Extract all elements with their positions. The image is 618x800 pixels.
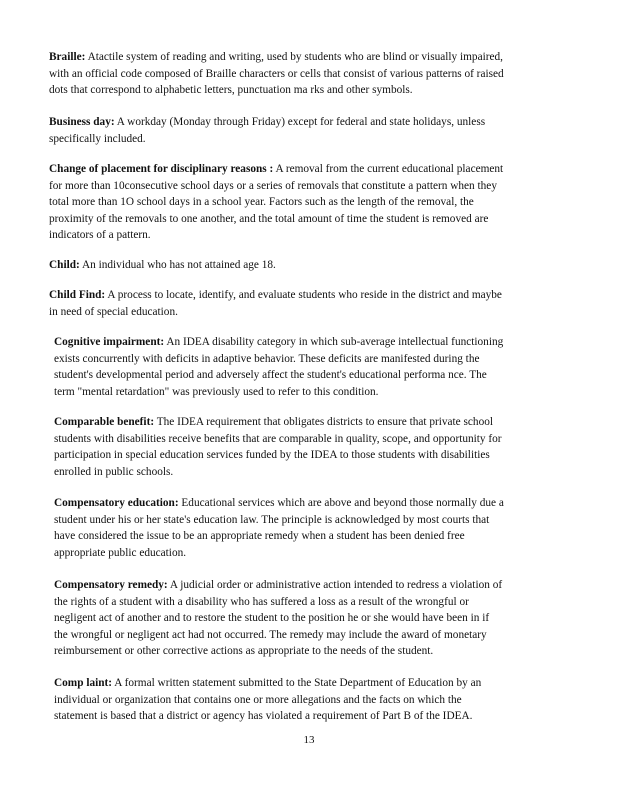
glossary-entry-complaint — [54, 675, 481, 725]
entry-term: Child: — [49, 259, 80, 271]
entry-text: term "mental retardation" was previously used to refer to this condition. — [54, 385, 379, 398]
entry-text: appropriate public education. — [54, 546, 187, 559]
entry-text: negligent act of another and to restore the student to the position he or she would have been in if — [54, 612, 490, 625]
entry-text: indicators of a pattern. — [49, 229, 151, 242]
entry-text: reimbursement or other corrective actions as appropriate to the needs of the student. — [54, 645, 434, 658]
entry-term: Cognitive impairment: — [54, 336, 165, 348]
entry-text: specifically included. — [49, 132, 146, 145]
entry-text: the rights of a student with a disability who has suffered a loss as a result of the wrongful or — [54, 595, 469, 608]
entry-text: total more than 1O school days in a school year. Factors such as the length of the removal, the — [49, 196, 474, 209]
entry-term: Business day: — [49, 116, 115, 128]
entry-text: A process to locate, identify, and evaluate students who reside in the district and maybe — [105, 289, 502, 301]
entry-term: Child Find: — [49, 289, 106, 301]
entry-text: A workday (Monday through Friday) except for federal and state holidays, unless — [114, 116, 486, 128]
entry-text: students with disabilities receive benefits that are comparable in quality, scope, and opportunity for — [54, 432, 502, 445]
entry-text: A removal from the current educational placement — [273, 163, 504, 175]
glossary-entry-braille — [49, 49, 504, 99]
entry-text: in need of special education. — [49, 305, 178, 318]
glossary-entry-child — [49, 257, 276, 274]
entry-term: Comparable benefit: — [54, 416, 155, 428]
glossary-entry-cognitive-impairment — [54, 334, 503, 400]
entry-text: An individual who has not attained age 18. — [79, 259, 276, 271]
entry-term: Braille: — [49, 51, 86, 63]
entry-term: Compensatory remedy: — [54, 579, 168, 591]
entry-text: dots that correspond to alphabetic letters, punctuation ma rks and other symbols. — [49, 84, 413, 97]
entry-term: Compensatory education: — [54, 497, 179, 509]
entry-text: The IDEA requirement that obligates districts to ensure that private school — [154, 416, 494, 428]
entry-text: student's developmental period and adversely affect the student's educational performa nce. The — [54, 369, 487, 382]
glossary-entry-compensatory-education — [54, 495, 504, 561]
entry-text: Atactile system of reading and writing, used by students who are blind or visually impaired, — [85, 51, 503, 63]
entry-term: Comp laint: — [54, 677, 113, 689]
entry-text: A formal written statement submitted to the State Department of Education by an — [112, 677, 482, 689]
entry-text: An IDEA disability category in which sub-average intellectual functioning — [164, 336, 504, 348]
entry-text: for more than 10consecutive school days or a series of removals that constitute a pattern when they — [49, 179, 497, 192]
entry-text: enrolled in public schools. — [54, 465, 174, 478]
glossary-entry-business-day — [49, 114, 485, 147]
entry-text: A judicial order or administrative action intended to redress a violation of — [167, 579, 503, 591]
glossary-entry-child-find — [49, 287, 502, 320]
glossary-entry-change-of-placement — [49, 161, 503, 244]
glossary-entry-compensatory-remedy — [54, 577, 502, 660]
glossary-entry-comparable-benefit — [54, 414, 502, 480]
entry-text: have considered the issue to be an appropriate remedy when a student has been denied free — [54, 530, 465, 543]
entry-text: proximity of the removals to one another, and the total amount of time the student is removed are — [49, 212, 489, 225]
entry-text: Educational services which are above and beyond those normally due a — [178, 497, 504, 509]
entry-text: the wrongful or negligent act had not occurred. The remedy may include the award of monetary — [54, 628, 487, 641]
entry-text: with an official code composed of Braille characters or cells that consist of various patterns of raised — [49, 67, 504, 80]
entry-text: exists concurrently with deficits in adaptive behavior. These deficits are manifested during the — [54, 352, 480, 365]
entry-term: Change of placement for disciplinary reasons : — [49, 163, 274, 175]
entry-text: individual or organization that contains one or more allegations and the facts on which the — [54, 693, 462, 706]
page-number: 13 — [303, 734, 315, 746]
entry-text: participation in special education services funded by the IDEA to those students with disabilities — [54, 449, 490, 462]
entry-text: statement is based that a district or agency has violated a requirement of Part B of the IDEA. — [54, 710, 473, 723]
entry-text: student under his or her state's education law. The principle is acknowledged by most courts that — [54, 513, 490, 526]
